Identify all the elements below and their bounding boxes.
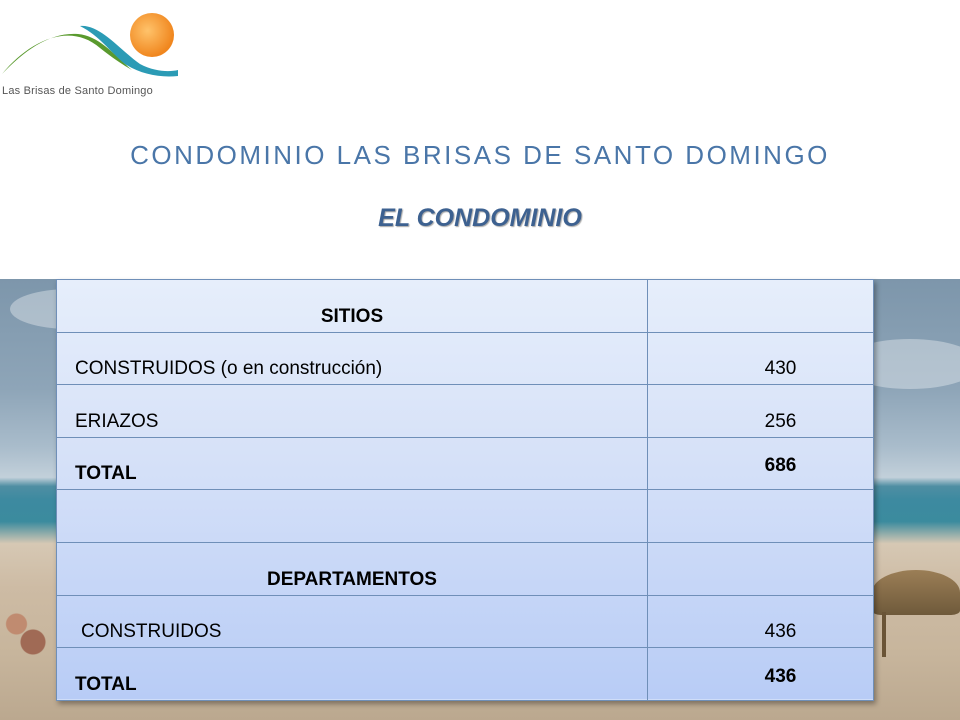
page-title: CONDOMINIO LAS BRISAS DE SANTO DOMINGO	[130, 140, 830, 170]
logo	[0, 0, 200, 110]
table-cell-value: 436	[648, 595, 874, 648]
table-cell-label: ERIAZOS	[57, 385, 648, 438]
table-cell-label: CONSTRUIDOS	[57, 595, 648, 648]
condominium-table	[56, 279, 874, 701]
table-cell-label	[57, 490, 648, 543]
table-cell-label: CONSTRUIDOS (o en construcción)	[57, 332, 648, 385]
section-header-sitios: SITIOS	[57, 280, 648, 333]
table-row	[57, 648, 874, 701]
logo-graphic	[0, 0, 200, 90]
table-row	[57, 595, 874, 648]
table-cell-total-value: 436	[648, 648, 874, 701]
beach-people	[0, 600, 55, 660]
hut-pole	[882, 612, 886, 657]
table-cell-value	[648, 490, 874, 543]
table-cell-total-label: TOTAL	[57, 648, 648, 701]
table-cell-total-value: 686	[648, 437, 874, 490]
table-row	[57, 490, 874, 543]
table-cell-value	[648, 280, 874, 333]
hill-icon	[2, 34, 132, 74]
table-row	[57, 332, 874, 385]
table-cell-value	[648, 542, 874, 595]
table-row	[57, 542, 874, 595]
logo-text: Las Brisas de Santo Domingo	[2, 85, 153, 97]
table-row	[57, 280, 874, 333]
table-row	[57, 437, 874, 490]
page-subtitle: EL CONDOMINIO	[378, 204, 582, 232]
sun-icon	[130, 13, 174, 57]
table-cell-value: 430	[648, 332, 874, 385]
beach-hut	[872, 570, 960, 615]
table-cell-value: 256	[648, 385, 874, 438]
table-cell-total-label: TOTAL	[57, 437, 648, 490]
table-row	[57, 385, 874, 438]
section-header-departamentos: DEPARTAMENTOS	[57, 542, 648, 595]
